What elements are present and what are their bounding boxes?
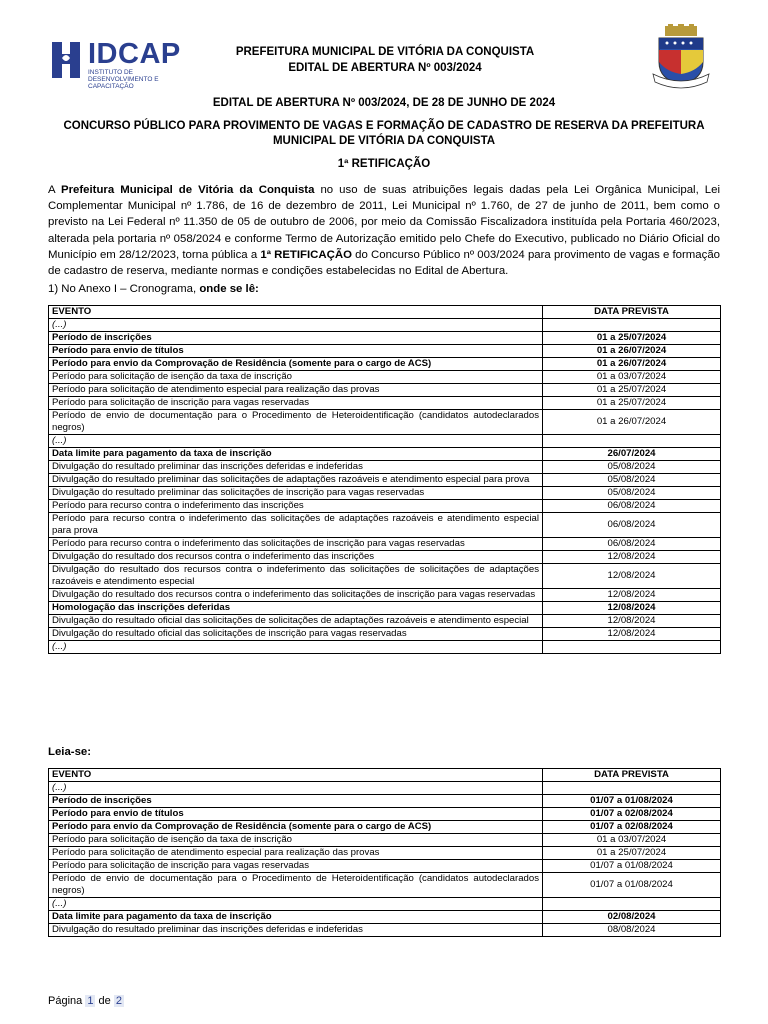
event-cell: Divulgação do resultado oficial das solicitações de inscrição para vagas reservadas — [49, 628, 543, 641]
date-cell — [543, 435, 721, 448]
date-cell: 06/08/2024 — [543, 513, 721, 538]
table-row — [49, 358, 721, 371]
date-cell: 12/08/2024 — [543, 551, 721, 564]
event-cell: Divulgação do resultado dos recursos contra o indeferimento das inscrições — [49, 551, 543, 564]
event-cell: Período para envio da Comprovação de Residência (somente para o cargo de ACS) — [49, 358, 543, 371]
table-row — [49, 564, 721, 589]
table-row — [49, 808, 721, 821]
event-cell: Período para solicitação de isenção da taxa de inscrição — [49, 371, 543, 384]
retificacao-title: 1ª RETIFICAÇÃO — [337, 158, 431, 170]
date-cell: 12/08/2024 — [543, 602, 721, 615]
cronograma-table-leia-se — [48, 768, 721, 937]
date-cell: 06/08/2024 — [543, 538, 721, 551]
page-footer: Página 1 de 2 — [48, 995, 122, 1007]
date-cell — [543, 898, 721, 911]
table-row — [49, 898, 721, 911]
retificacao-inline: 1ª RETIFICAÇÃO — [260, 248, 352, 261]
event-cell: Período de envio de documentação para o Procedimento de Heteroidentificação (candidatos autodeclarados negros) — [49, 410, 543, 435]
table-row — [49, 821, 721, 834]
date-cell: 01/07 a 01/08/2024 — [543, 873, 721, 898]
table-row — [49, 615, 721, 628]
event-cell: (...) — [49, 898, 543, 911]
date-cell: 01 a 03/07/2024 — [543, 834, 721, 847]
event-cell: Divulgação do resultado preliminar das solicitações de adaptações razoáveis e atendimento especial para prova — [49, 474, 543, 487]
header-line-2: EDITAL DE ABERTURA Nº 003/2024 — [288, 62, 482, 74]
date-cell: 12/08/2024 — [543, 628, 721, 641]
event-cell: Período de inscrições — [49, 332, 543, 345]
event-cell: (...) — [49, 641, 543, 654]
date-cell — [543, 319, 721, 332]
table-row — [49, 474, 721, 487]
table-header-row — [49, 306, 721, 319]
city-crest-icon — [651, 24, 711, 94]
total-pages: 2 — [115, 995, 122, 1007]
event-cell: Data limite para pagamento da taxa de inscrição — [49, 448, 543, 461]
date-cell: 01/07 a 02/08/2024 — [543, 821, 721, 834]
event-cell: Período para solicitação de isenção da taxa de inscrição — [49, 834, 543, 847]
table-row — [49, 513, 721, 538]
table-row — [49, 461, 721, 474]
table-row — [49, 410, 721, 435]
event-cell: Período para solicitação de inscrição para vagas reservadas — [49, 397, 543, 410]
event-cell: (...) — [49, 782, 543, 795]
table-row — [49, 551, 721, 564]
table-row — [49, 448, 721, 461]
event-cell: Divulgação do resultado oficial das solicitações de solicitações de adaptações razoáveis e atendimento especial — [49, 615, 543, 628]
table-row — [49, 319, 721, 332]
date-cell — [543, 782, 721, 795]
date-cell: 01 a 26/07/2024 — [543, 410, 721, 435]
table-row — [49, 911, 721, 924]
event-cell: Período para solicitação de atendimento especial para realização das provas — [49, 847, 543, 860]
event-cell: Divulgação do resultado preliminar das inscrições deferidas e indeferidas — [49, 924, 543, 937]
event-cell: Período de envio de documentação para o Procedimento de Heteroidentificação (candidatos autodeclarados negros) — [49, 873, 543, 898]
date-cell: 01 a 03/07/2024 — [543, 371, 721, 384]
date-cell: 01 a 25/07/2024 — [543, 397, 721, 410]
date-cell: 05/08/2024 — [543, 474, 721, 487]
date-cell: 12/08/2024 — [543, 589, 721, 602]
date-cell: 26/07/2024 — [543, 448, 721, 461]
date-cell: 02/08/2024 — [543, 911, 721, 924]
table-row — [49, 345, 721, 358]
date-cell: 01 a 25/07/2024 — [543, 847, 721, 860]
table-row — [49, 500, 721, 513]
date-cell: 01 a 25/07/2024 — [543, 384, 721, 397]
table-header-row — [49, 769, 721, 782]
annex-label: 1) No Anexo I – Cronograma, onde se lê: — [48, 283, 259, 295]
event-cell: Divulgação do resultado dos recursos contra o indeferimento das solicitações de inscrição para vagas reservadas — [49, 589, 543, 602]
date-cell: 12/08/2024 — [543, 615, 721, 628]
idcap-logo-mark-icon — [48, 40, 84, 80]
table-row — [49, 397, 721, 410]
header-line-1: PREFEITURA MUNICIPAL DE VITÓRIA DA CONQUISTA — [235, 46, 535, 58]
event-cell: Período para envio de títulos — [49, 345, 543, 358]
table-row — [49, 332, 721, 345]
table-row — [49, 538, 721, 551]
table-row — [49, 782, 721, 795]
header-evento: EVENTO — [49, 306, 543, 319]
table-row — [49, 924, 721, 937]
table-row — [49, 834, 721, 847]
event-cell: Período de inscrições — [49, 795, 543, 808]
event-cell: Divulgação do resultado dos recursos contra o indeferimento das solicitações de solicitações de adaptações razoáveis e atendimento especial — [49, 564, 543, 589]
leia-se-label: Leia-se: — [48, 746, 92, 758]
table-row — [49, 435, 721, 448]
idcap-logo — [48, 38, 188, 90]
event-cell: Período para envio de títulos — [49, 808, 543, 821]
table-row — [49, 589, 721, 602]
event-cell: Homologação das inscrições deferidas — [49, 602, 543, 615]
edital-title: EDITAL DE ABERTURA Nº 003/2024, DE 28 DE JUNHO DE 2024 — [212, 97, 556, 109]
date-cell: 01 a 26/07/2024 — [543, 358, 721, 371]
intro-paragraph: A Prefeitura Municipal de Vitória da Conquista no uso de suas atribuições legais dadas pela Lei Orgânica Municipal, Lei Complementar Municipal nº 1.786, de 16 de dezembro de 2011, Lei Municipal nº 1.760, de 27 de junho de 2011, bem como o previsto na Lei Federal nº 11.350 de 05 de outubro de 2006, por meio da Comissão Fiscalizadora instituída pela Portaria 460/2023, alterada pela portaria nº 058/2024 e conforme Termo de Autorização emitido pelo Chefe do Executivo, publicado no Diário Oficial do Município em 28/12/2023, torna pública a 1ª RETIFICAÇÃO do Concurso Público nº 003/2024 para provimento de vagas e formação de cadastro de reserva, mediante normas e condições estabelecidas no Edital de Abertura. — [48, 184, 720, 278]
date-cell: 05/08/2024 — [543, 487, 721, 500]
date-cell: 05/08/2024 — [543, 461, 721, 474]
event-cell: Divulgação do resultado preliminar das inscrições deferidas e indeferidas — [49, 461, 543, 474]
event-cell: Período para recurso contra o indeferimento das solicitações de inscrição para vagas reservadas — [49, 538, 543, 551]
org-name: Prefeitura Municipal de Vitória da Conquista — [61, 184, 315, 196]
event-cell: (...) — [49, 319, 543, 332]
current-page: 1 — [87, 995, 94, 1007]
cronograma-table-onde-se-le — [48, 305, 721, 654]
logo-name: IDCAP — [88, 38, 181, 70]
event-cell: Período para recurso contra o indeferimento das inscrições — [49, 500, 543, 513]
date-cell: 01 a 26/07/2024 — [543, 345, 721, 358]
table-row — [49, 628, 721, 641]
event-cell: Divulgação do resultado preliminar das solicitações de inscrição para vagas reservadas — [49, 487, 543, 500]
header-data-prevista: DATA PREVISTA — [543, 769, 721, 782]
logo-subtitle: INSTITUTO DE DESENVOLVIMENTO E CAPACITAÇÃO — [88, 69, 159, 90]
table-row — [49, 384, 721, 397]
date-cell: 01 a 25/07/2024 — [543, 332, 721, 345]
table-row — [49, 641, 721, 654]
date-cell: 08/08/2024 — [543, 924, 721, 937]
header-data-prevista: DATA PREVISTA — [543, 306, 721, 319]
date-cell: 01/07 a 01/08/2024 — [543, 795, 721, 808]
table-row — [49, 602, 721, 615]
date-cell: 06/08/2024 — [543, 500, 721, 513]
event-cell: Período para recurso contra o indeferimento das solicitações de adaptações razoáveis e atendimento especial para prova — [49, 513, 543, 538]
date-cell — [543, 641, 721, 654]
event-cell: Período para solicitação de inscrição para vagas reservadas — [49, 860, 543, 873]
event-cell: (...) — [49, 435, 543, 448]
table-row — [49, 847, 721, 860]
event-cell: Período para solicitação de atendimento especial para realização das provas — [49, 384, 543, 397]
table-row — [49, 860, 721, 873]
table-row — [49, 487, 721, 500]
concurso-title: CONCURSO PÚBLICO PARA PROVIMENTO DE VAGAS E FORMAÇÃO DE CADASTRO DE RESERVA DA PREFEITURA MUNICIPAL DE VITÓRIA DA CONQUISTA — [63, 120, 705, 147]
date-cell: 12/08/2024 — [543, 564, 721, 589]
table-row — [49, 371, 721, 384]
date-cell: 01/07 a 01/08/2024 — [543, 860, 721, 873]
event-cell: Período para envio da Comprovação de Residência (somente para o cargo de ACS) — [49, 821, 543, 834]
table-row — [49, 873, 721, 898]
table-row — [49, 795, 721, 808]
event-cell: Data limite para pagamento da taxa de inscrição — [49, 911, 543, 924]
date-cell: 01/07 a 02/08/2024 — [543, 808, 721, 821]
header-evento: EVENTO — [49, 769, 543, 782]
